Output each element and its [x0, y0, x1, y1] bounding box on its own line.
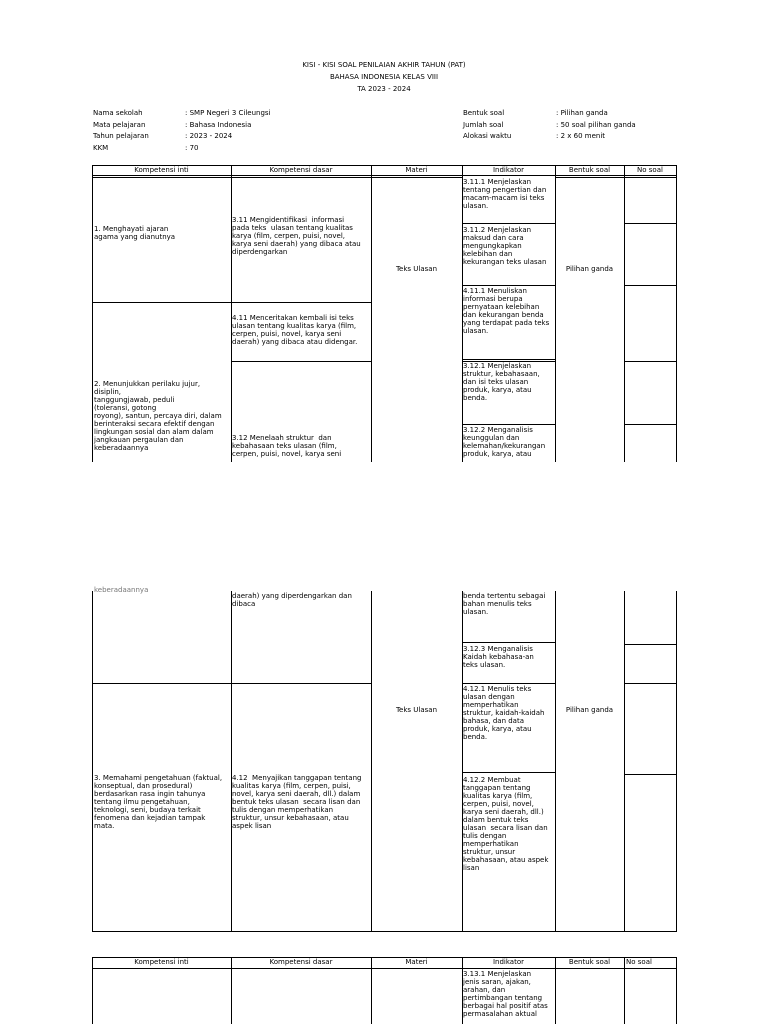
cell-indikator-3121: 3.12.1 Menjelaskan struktur, kebahasaan, dan isi teks ulasan produk, karya, atau benda. — [463, 362, 540, 402]
col-header-materi: Materi — [405, 958, 428, 966]
table-rule — [462, 223, 555, 224]
info-value-nama-sekolah: : SMP Negeri 3 Cileungsi — [185, 109, 271, 117]
table-rule — [371, 591, 372, 932]
table-rule — [555, 177, 624, 178]
table-rule — [92, 591, 93, 932]
table-rule — [624, 424, 676, 425]
table-rule — [93, 177, 231, 178]
table-rule — [676, 957, 677, 1024]
col-header-bentuk-soal: Bentuk soal — [568, 166, 611, 174]
table-rule — [371, 957, 372, 1024]
table-rule — [231, 957, 232, 1024]
table-rule — [624, 177, 676, 178]
col-header-kompetensi-dasar: Kompetensi dasar — [269, 958, 333, 966]
table-rule — [624, 223, 676, 224]
table-rule — [92, 683, 371, 684]
table-rule — [462, 642, 555, 643]
table-rule — [462, 683, 555, 684]
table-rule — [624, 644, 676, 645]
cell-bentuk-soal: Pilihan ganda — [565, 706, 614, 714]
doc-title-line-2: BAHASA INDONESIA KELAS VIII — [329, 73, 439, 81]
cell-indikator-4121: 4.12.1 Menulis teks ulasan dengan memperhatikan struktur, kaidah-kaidah bahasa, dan data produk, karya, atau benda. — [463, 685, 545, 741]
table-rule — [624, 361, 676, 362]
info-value-kkm: : 70 — [185, 144, 199, 152]
col-header-indikator: Indikator — [492, 166, 524, 174]
col-header-indikator: Indikator — [492, 958, 524, 966]
cell-kompetensi-dasar-411: 4.11 Menceritakan kembali isi teks ulasan tentang kualitas karya (film, cerpen, puisi, novel, karya seni daerah) yang dibaca atau didengar. — [232, 314, 358, 346]
table-rule — [231, 177, 371, 178]
table-rule — [624, 285, 676, 286]
cell-indikator-3122: 3.12.2 Menganalisis keunggulan dan kelemahan/kekurangan produk, karya, atau — [463, 426, 546, 458]
cell-materi: Teks Ulasan — [395, 706, 438, 714]
cell-kompetensi-dasar-312: 3.12 Menelaah struktur dan kebahasaan teks ulasan (film, cerpen, puisi, novel, karya seni — [232, 434, 342, 458]
info-label-kkm: KKM — [93, 144, 109, 152]
col-header-kompetensi-dasar: Kompetensi dasar — [269, 166, 333, 174]
table-rule — [92, 175, 677, 176]
table-rule — [462, 424, 555, 425]
cell-materi: Teks Ulasan — [395, 265, 438, 273]
table-rule — [624, 165, 625, 462]
table-rule — [624, 957, 625, 1024]
info-value-mata-pelajaran: : Bahasa Indonesia — [185, 121, 252, 129]
info-label-bentuk-soal: Bentuk soal — [463, 109, 505, 117]
info-label-mata-pelajaran: Mata pelajaran — [93, 121, 146, 129]
doc-title-line-1: KISI - KISI SOAL PENILAIAN AKHIR TAHUN (PAT) — [302, 61, 466, 69]
table-rule — [92, 957, 93, 1024]
cell-kompetensi-dasar-312-cont: daerah) yang diperdengarkan dan dibaca — [232, 592, 352, 608]
cell-indikator-3122-cont: benda tertentu sebagai bahan menulis teks ulasan. — [463, 592, 546, 616]
cell-bentuk-soal: Pilihan ganda — [565, 265, 614, 273]
table-rule — [371, 165, 372, 462]
table-rule — [231, 302, 371, 303]
document-page-1 — [0, 0, 768, 462]
col-header-bentuk-soal: Bentuk soal — [568, 958, 611, 966]
table-rule — [371, 177, 462, 178]
cell-indikator-3111: 3.11.1 Menjelaskan tentang pengertian dan macam-macam isi teks ulasan. — [463, 178, 547, 210]
col-header-kompetensi-inti: Kompetensi inti — [134, 958, 189, 966]
info-label-jumlah-soal: Jumlah soal — [463, 121, 504, 129]
table-rule — [92, 931, 677, 932]
info-value-alokasi-waktu: : 2 x 60 menit — [556, 132, 606, 140]
table-rule — [231, 361, 371, 362]
cell-kompetensi-dasar-412: 4.12 Menyajikan tanggapan tentang kualitas karya (film, cerpen, puisi, novel, karya seni daerah, dll.) dalam bentuk teks ulasan secara lisan dan tulis dengan memperhatikan struktur, unsur kebahasaan, atau aspek lisan — [232, 774, 362, 830]
cell-indikator-3123: 3.12.3 Menganalisis Kaidah kebahasa-an teks ulasan. — [463, 645, 534, 669]
table-rule — [462, 359, 555, 360]
table-rule — [624, 774, 676, 775]
cell-kompetensi-inti-2-overflow: keberadaannya — [94, 586, 149, 594]
table-rule — [92, 165, 93, 462]
document-page-2 — [0, 586, 768, 932]
table-rule — [676, 165, 677, 462]
table-rule — [92, 968, 677, 969]
col-header-kompetensi-inti: Kompetensi inti — [134, 166, 189, 174]
info-label-nama-sekolah: Nama sekolah — [93, 109, 143, 117]
cell-indikator-4111: 4.11.1 Menuliskan informasi berupa pernyataan kelebihan dan kekurangan benda yang terdapat pada teks ulasan. — [463, 287, 550, 335]
info-value-tahun-pelajaran: : 2023 - 2024 — [185, 132, 233, 140]
table-rule — [624, 683, 676, 684]
table-rule — [676, 591, 677, 932]
table-rule — [231, 591, 232, 932]
table-rule — [555, 591, 556, 932]
cell-kompetensi-inti-3: 3. Memahami pengetahuan (faktual, konseptual, dan prosedural) berdasarkan rasa ingin tahunya tentang ilmu pengetahuan, teknologi, seni, budaya terkait fenomena dan kejadian tampak mata. — [94, 774, 223, 830]
info-label-tahun-pelajaran: Tahun pelajaran — [93, 132, 149, 140]
table-rule — [555, 957, 556, 1024]
info-label-alokasi-waktu: Alokasi waktu — [463, 132, 512, 140]
table-rule — [93, 302, 231, 303]
table-rule — [462, 285, 555, 286]
doc-title-line-3: TA 2023 - 2024 — [357, 85, 411, 93]
table-rule — [555, 165, 556, 462]
cell-kompetensi-inti-2: 2. Menunjukkan perilaku jujur, disiplin, tanggungjawab, peduli (toleransi, gotong royong), santun, percaya diri, dalam berinteraksi secara efektif dengan lingkungan sosial dan alam dalam jangkauan pergaulan dan keberadaannya — [94, 380, 222, 452]
table-rule — [462, 772, 555, 773]
cell-indikator-4122: 4.12.2 Membuat tanggapan tentang kualitas karya (film, cerpen, puisi, novel, karya seni daerah, dll.) dalam bentuk teks ulasan secara lisan dan tulis dengan memperhatikan struktur, unsur kebahasaan, atau aspek lisan — [463, 776, 549, 872]
table-rule — [92, 165, 677, 166]
info-value-bentuk-soal: : Pilihan ganda — [556, 109, 608, 117]
info-value-jumlah-soal: : 50 soal pilihan ganda — [556, 121, 636, 129]
col-header-no-soal: No soal — [637, 166, 663, 174]
cell-indikator-3131: 3.13.1 Menjelaskan jenis saran, ajakan, arahan, dan pertimbangan tentang berbagai hal positif atas permasalahan aktual — [463, 970, 548, 1018]
cell-kompetensi-inti-1: 1. Menghayati ajaran agama yang dianutnya — [94, 225, 176, 241]
table-rule — [624, 591, 625, 932]
cell-indikator-3112: 3.11.2 Menjelaskan maksud dan cara mengungkapkan kelebihan dan kekurangan teks ulasan — [463, 226, 547, 266]
col-header-no-soal: No soal — [626, 958, 652, 966]
document-page-3 — [0, 957, 768, 1024]
cell-kompetensi-dasar-311: 3.11 Mengidentifikasi informasi pada teks ulasan tentang kualitas karya (film, cerpen, puisi, novel, karya seni daerah) yang dibaca atau diperdengarkan — [232, 216, 361, 256]
col-header-materi: Materi — [405, 166, 428, 174]
